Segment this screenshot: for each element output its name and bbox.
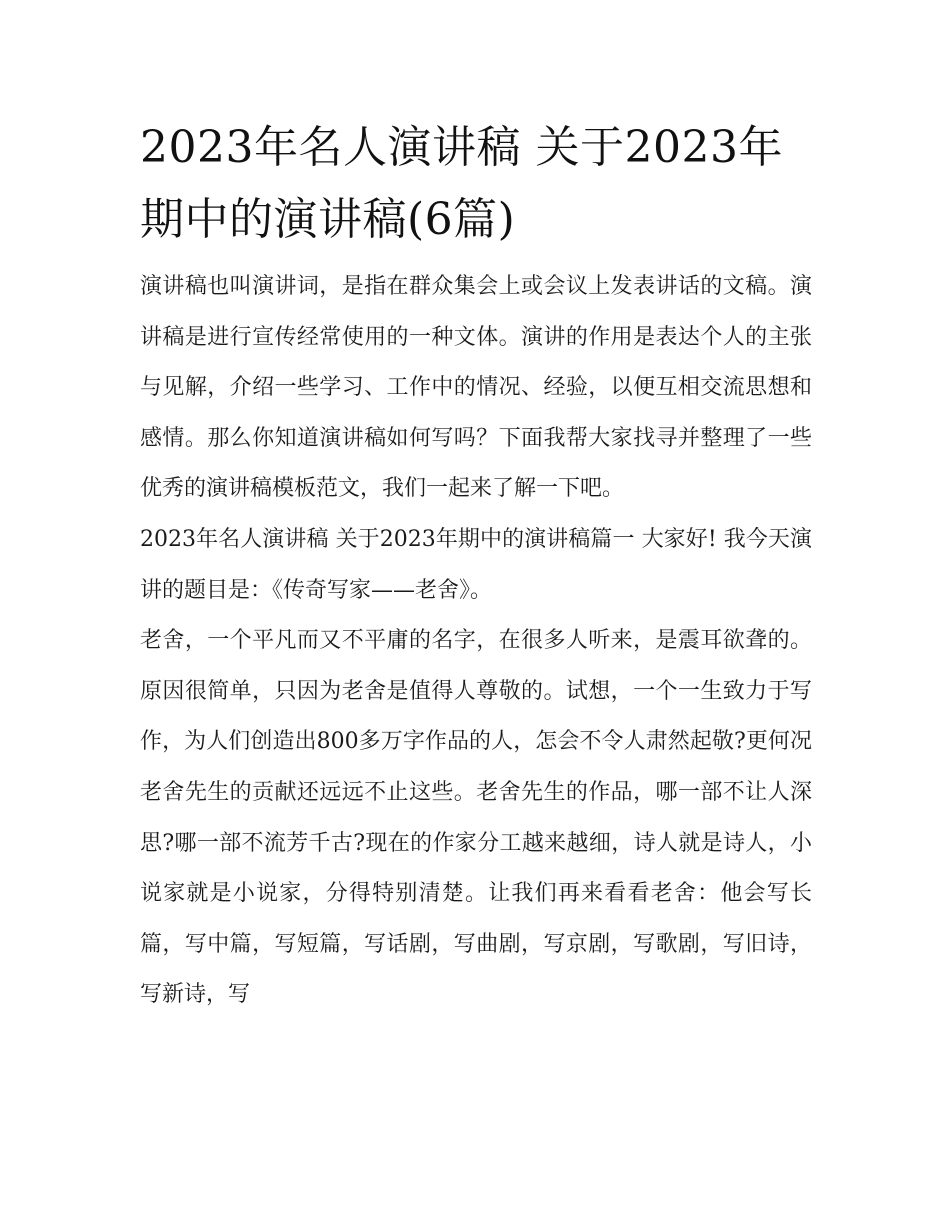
document-body bbox=[140, 112, 812, 1021]
document-title: 2023年名人演讲稿 关于2023年期中的演讲稿(6篇) bbox=[140, 122, 783, 245]
intro-paragraph: 演讲稿也叫演讲词，是指在群众集会上或会议上发表讲话的文稿。演讲稿是进行宣传经常使用的一种文体。演讲的作用是表达个人的主张与见解，介绍一些学习、工作中的情况、经验，以便互相交流思想和感情。那么你知道演讲稿如何写吗？下面我帮大家找寻并整理了一些优秀的演讲稿模板范文，我们一起来了解一下吧。 bbox=[140, 274, 812, 502]
section-heading-paragraph: 2023年名人演讲稿 关于2023年期中的演讲稿篇一 大家好! 我今天演讲的题目是：《传奇写家——老舍》。 bbox=[140, 526, 812, 603]
body-paragraph: 老舍，一个平凡而又不平庸的名字，在很多人听来，是震耳欲聋的。原因很简单，只因为老舍是值得人尊敬的。试想，一个一生致力于写作，为人们创造出800多万字作品的人，怎会不令人肃然起敬?更何况老舍先生的贡献还远远不止这些。老舍先生的作品，哪一部不让人深思?哪一部不流芳千古?现在的作家分工越来越细，诗人就是诗人，小说家就是小说家，分得特别清楚。让我们再来看看老舍：他会写长篇，写中篇，写短篇，写话剧，写曲剧，写京剧，写歌剧，写旧诗，写新诗，写 bbox=[140, 628, 812, 1008]
